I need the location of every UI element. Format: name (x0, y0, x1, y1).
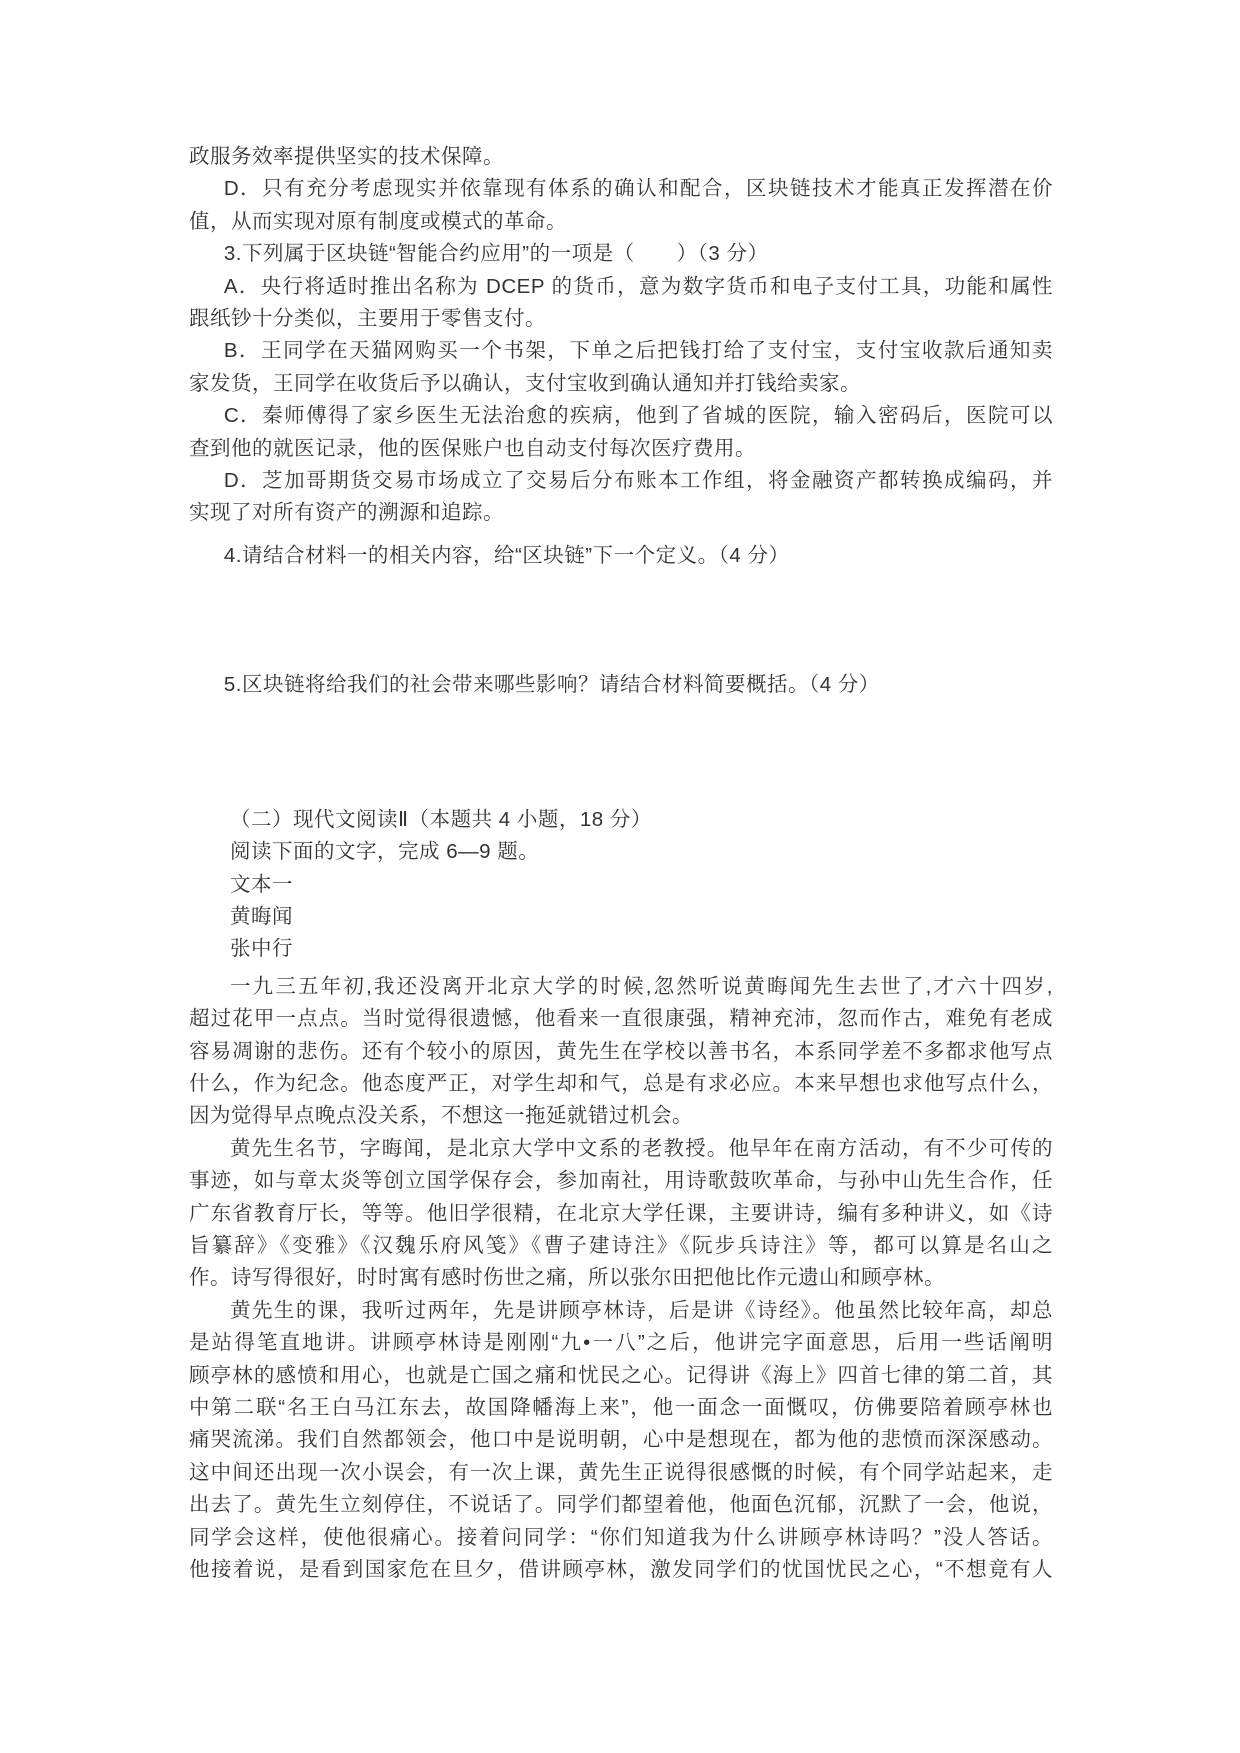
text-line: 跟纸钞十分类似，主要用于零售支付。 (189, 307, 546, 331)
text-line: 旨纂辞》《变雅》《汉魏乐府风笺》《曹子建诗注》《阮步兵诗注》等，都可以算是名山之 (189, 1233, 1053, 1257)
text-line: 阅读下面的文字，完成 6—9 题。 (230, 840, 540, 864)
text-line: 一九三五年初,我还没离开北京大学的时候,忽然听说黄晦闻先生去世了,才六十四岁, (230, 974, 1053, 998)
text-line: 顾亭林的感愤和用心，也就是亡国之痛和忧民之心。记得讲《海上》四首七律的第二首，其 (189, 1363, 1053, 1387)
text-line: 他接着说，是看到国家危在旦夕，借讲顾亭林，激发同学们的忧国忧民之心，“不想竟有人 (189, 1558, 1053, 1582)
text-line: 文本一 (230, 872, 293, 896)
text-line: 黄先生名节，字晦闻，是北京大学中文系的老教授。他早年在南方活动，有不少可传的 (230, 1136, 1053, 1160)
text-line: 是站得笔直地讲。讲顾亭林诗是刚刚“九•一八”之后，他讲完字面意思，后用一些话阐明 (189, 1331, 1053, 1355)
text-line: 家发货，王同学在收货后予以确认，支付宝收到确认通知并打钱给卖家。 (189, 371, 861, 395)
text-line: （二）现代文阅读Ⅱ（本题共 4 小题，18 分） (230, 807, 652, 831)
text-line: 5.区块链将给我们的社会带来哪些影响？请结合材料简要概括。（4 分） (223, 673, 880, 697)
text-line: 黄晦闻 (230, 904, 293, 928)
text-line: 这中间还出现一次小误会，有一次上课，黄先生正说得很感慨的时候，有个同学站起来，走 (189, 1460, 1053, 1484)
text-line: D．只有充分考虑现实并依靠现有体系的确认和配合，区块链技术才能真正发挥潜在价 (223, 177, 1053, 201)
text-line: 值，从而实现对原有制度或模式的革命。 (189, 209, 567, 233)
text-line: 3.下列属于区块链“智能合约应用”的一项是（ ）（3 分） (223, 242, 769, 266)
text-line: D．芝加哥期货交易市场成立了交易后分布账本工作组，将金融资产都转换成编码，并 (223, 469, 1053, 493)
text-line: 广东省教育厅长，等等。他旧学很精，在北京大学任课，主要讲诗，编有多种讲义，如《诗 (189, 1201, 1053, 1225)
text-line: 4.请结合材料一的相关内容，给“区块链”下一个定义。（4 分） (223, 543, 790, 567)
text-line: 政服务效率提供坚实的技术保障。 (189, 145, 504, 168)
text-line: 黄先生的课，我听过两年，先是讲顾亭林诗，后是讲《诗经》。他虽然比较年高，却总 (230, 1298, 1053, 1322)
text-line: 查到他的就医记录，他的医保账户也自动支付每次医疗费用。 (189, 436, 756, 460)
text-line: 什么，作为纪念。他态度严正，对学生却和气，总是有求必应。本来早想也求他写点什么， (189, 1071, 1053, 1095)
text-line: 超过花甲一点点。当时觉得很遗憾，他看来一直很康强，精神充沛，忽而作古，难免有老成 (189, 1007, 1053, 1031)
document-text-block (189, 141, 1053, 1586)
text-line: 因为觉得早点晚点没关系，不想这一拖延就错过机会。 (189, 1104, 693, 1128)
text-line: A．央行将适时推出名称为 DCEP 的货币，意为数字货币和电子支付工具，功能和属性 (223, 274, 1053, 298)
text-line: 张中行 (230, 937, 293, 961)
text-line: 中第二联“名王白马江东去，故国降幡海上来”，他一面念一面慨叹，仿佛要陪着顾亭林也 (189, 1396, 1053, 1419)
text-line: 出去了。黄先生立刻停住，不说话了。同学们都望着他，他面色沉郁，沉默了一会，他说， (189, 1493, 1053, 1517)
text-line: 同学会这样，使他很痛心。接着问同学：“你们知道我为什么讲顾亭林诗吗？”没人答话。 (189, 1525, 1053, 1549)
text-line: 作。诗写得很好，时时寓有感时伤世之痛，所以张尔田把他比作元遗山和顾亭林。 (189, 1266, 945, 1290)
text-line: B．王同学在天猫网购买一个书架，下单之后把钱打给了支付宝，支付宝收款后通知卖 (223, 339, 1053, 363)
text-line: 实现了对所有资产的溯源和追踪。 (189, 501, 504, 525)
text-line: 痛哭流涕。我们自然都领会，他口中是说明朝，心中是想现在，都为他的悲愤而深深感动。 (189, 1428, 1053, 1452)
text-line: 事迹，如与章太炎等创立国学保存会，参加南社，用诗歌鼓吹革命，与孙中山先生合作，任 (189, 1169, 1053, 1193)
text-line: C．秦师傅得了家乡医生无法治愈的疾病，他到了省城的医院，输入密码后，医院可以 (223, 404, 1053, 428)
text-line: 容易凋谢的悲伤。还有个较小的原因，黄先生在学校以善书名，本系同学差不多都求他写点 (189, 1039, 1053, 1063)
